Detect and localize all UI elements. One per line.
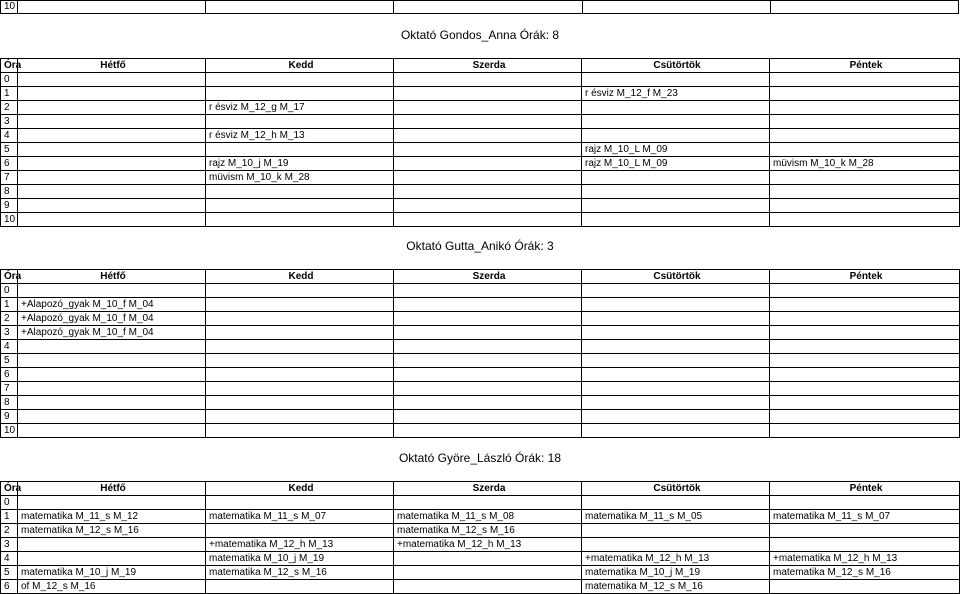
lesson-cell (394, 312, 582, 326)
lesson-cell (18, 284, 206, 298)
lesson-cell (206, 115, 394, 129)
lesson-cell (582, 326, 770, 340)
lesson-cell (206, 284, 394, 298)
hour-cell: 3 (1, 326, 18, 340)
lesson-cell (770, 143, 960, 157)
lesson-cell (394, 340, 582, 354)
hour-cell: 9 (1, 410, 18, 424)
hour-cell: 3 (1, 115, 18, 129)
lesson-cell (582, 171, 770, 185)
lesson-cell (394, 368, 582, 382)
lesson-cell (770, 326, 960, 340)
hour-cell: 1 (1, 87, 18, 101)
table-row (1, 424, 960, 438)
lesson-cell: matematika M_12_s M_16 (582, 580, 770, 594)
lesson-cell: matematika M_10_j M_19 (18, 566, 206, 580)
lesson-cell (18, 199, 206, 213)
lesson-cell (206, 410, 394, 424)
lesson-cell (394, 73, 582, 87)
lesson-cell (582, 538, 770, 552)
lesson-cell (770, 298, 960, 312)
lesson-cell: +Alapozó_gyak M_10_f M_04 (18, 326, 206, 340)
header-cell: Péntek (770, 270, 960, 284)
lesson-cell (770, 580, 960, 594)
header-cell: Szerda (394, 59, 582, 73)
lesson-cell (206, 382, 394, 396)
hour-cell: 0 (1, 496, 18, 510)
table-row (1, 185, 960, 199)
lesson-cell (394, 284, 582, 298)
lesson-cell (206, 326, 394, 340)
lesson-cell: müvism M_10_k M_28 (206, 171, 394, 185)
lesson-cell (394, 496, 582, 510)
table-row (1, 284, 960, 298)
hour-cell: 8 (1, 185, 18, 199)
lesson-cell (770, 524, 960, 538)
hour-cell: 10 (1, 213, 18, 227)
lesson-cell (582, 213, 770, 227)
hour-cell: 4 (1, 340, 18, 354)
lesson-cell (18, 129, 206, 143)
table-row (1, 410, 960, 424)
lesson-cell (770, 396, 960, 410)
hour-cell: 8 (1, 396, 18, 410)
lesson-cell: matematika M_11_s M_12 (18, 510, 206, 524)
hour-cell: 0 (1, 284, 18, 298)
lesson-cell (582, 382, 770, 396)
lesson-cell (770, 312, 960, 326)
lesson-cell (770, 213, 960, 227)
lesson-cell (18, 185, 206, 199)
lesson-cell: r ésviz M_12_f M_23 (582, 87, 770, 101)
header-cell: Kedd (206, 482, 394, 496)
schedule-table (0, 58, 960, 227)
table-row (1, 101, 960, 115)
header-cell: Csütörtök (582, 482, 770, 496)
lesson-cell (18, 552, 206, 566)
lesson-cell (18, 143, 206, 157)
table-row (1, 524, 960, 538)
lesson-cell (582, 199, 770, 213)
header-cell: Kedd (206, 270, 394, 284)
lesson-cell (770, 129, 960, 143)
header-cell: Szerda (394, 482, 582, 496)
header-row (1, 270, 960, 284)
lesson-cell: matematika M_10_j M_19 (582, 566, 770, 580)
lesson-cell (770, 284, 960, 298)
hour-cell: 9 (1, 199, 18, 213)
lesson-cell (582, 396, 770, 410)
table-row (1, 171, 960, 185)
lesson-cell (582, 101, 770, 115)
table-row (1, 538, 960, 552)
lesson-cell (206, 580, 394, 594)
header-cell: Csütörtök (582, 270, 770, 284)
lesson-cell (394, 157, 582, 171)
table-row (1, 566, 960, 580)
lesson-cell (206, 213, 394, 227)
lesson-cell (394, 87, 582, 101)
table-row (1, 129, 960, 143)
header-cell: Hétfő (18, 59, 206, 73)
lesson-cell (394, 101, 582, 115)
hour-cell: 7 (1, 382, 18, 396)
hour-cell: 1 (1, 298, 18, 312)
table-row (1, 143, 960, 157)
lesson-cell: müvism M_10_k M_28 (770, 157, 960, 171)
lesson-cell (582, 115, 770, 129)
header-cell: Péntek (770, 59, 960, 73)
lesson-cell (770, 538, 960, 552)
header-row (1, 482, 960, 496)
table-row (1, 298, 960, 312)
lesson-cell (206, 524, 394, 538)
lesson-cell (18, 410, 206, 424)
header-cell: Kedd (206, 59, 394, 73)
lesson-cell (770, 368, 960, 382)
lesson-cell (394, 298, 582, 312)
lesson-cell: matematika M_12_s M_16 (18, 524, 206, 538)
lesson-cell (18, 115, 206, 129)
lesson-cell (770, 199, 960, 213)
lesson-cell (770, 354, 960, 368)
table-row (1, 87, 960, 101)
lesson-cell (582, 298, 770, 312)
lesson-cell (582, 496, 770, 510)
lesson-cell (206, 312, 394, 326)
lesson-cell (206, 340, 394, 354)
lesson-cell (770, 73, 960, 87)
hour-cell: 7 (1, 171, 18, 185)
lesson-cell: r ésviz M_12_h M_13 (206, 129, 394, 143)
section-title: Oktató Gondos_Anna Órák: 8 (400, 28, 560, 42)
table-row (1, 312, 960, 326)
lesson-cell: matematika M_11_s M_08 (394, 510, 582, 524)
lesson-cell (770, 87, 960, 101)
header-row (1, 59, 960, 73)
lesson-cell (582, 368, 770, 382)
hour-cell: 3 (1, 538, 18, 552)
lesson-cell (18, 73, 206, 87)
lesson-cell (394, 566, 582, 580)
lesson-cell (394, 354, 582, 368)
lesson-cell (770, 340, 960, 354)
lesson-cell (18, 157, 206, 171)
lesson-cell (394, 171, 582, 185)
lesson-cell: +matematika M_12_h M_13 (394, 538, 582, 552)
lesson-cell (206, 143, 394, 157)
lesson-cell (394, 115, 582, 129)
hour-cell: 2 (1, 312, 18, 326)
table-row (1, 157, 960, 171)
header-cell: Hétfő (18, 482, 206, 496)
lesson-cell (394, 552, 582, 566)
lesson-cell (770, 185, 960, 199)
lesson-cell: matematika M_10_j M_19 (206, 552, 394, 566)
lesson-cell (206, 396, 394, 410)
lesson-cell: matematika M_11_s M_07 (770, 510, 960, 524)
lesson-cell (582, 354, 770, 368)
lesson-cell (582, 524, 770, 538)
table-row (1, 510, 960, 524)
lesson-cell (206, 298, 394, 312)
lesson-cell (18, 496, 206, 510)
header-cell: Péntek (770, 482, 960, 496)
lesson-cell (394, 143, 582, 157)
hour-cell: 1 (1, 510, 18, 524)
hour-cell: 0 (1, 73, 18, 87)
lesson-cell (770, 115, 960, 129)
lesson-cell: +Alapozó_gyak M_10_f M_04 (18, 312, 206, 326)
hour-cell: 6 (1, 157, 18, 171)
lesson-cell (582, 410, 770, 424)
lesson-cell: +Alapozó_gyak M_10_f M_04 (18, 298, 206, 312)
table-row (1, 552, 960, 566)
lesson-cell (582, 312, 770, 326)
lesson-cell (206, 354, 394, 368)
lesson-cell (206, 368, 394, 382)
hour-cell: 10 (1, 424, 18, 438)
table-row (1, 396, 960, 410)
header-cell: Óra (1, 270, 18, 284)
lesson-cell (394, 424, 582, 438)
section-title: Oktató Gutta_Anikó Órák: 3 (406, 239, 554, 253)
schedule-table (0, 269, 960, 438)
lesson-cell: matematika M_12_s M_16 (394, 524, 582, 538)
table-row (1, 368, 960, 382)
hour-cell: 6 (1, 368, 18, 382)
lesson-cell (770, 496, 960, 510)
lesson-cell (582, 284, 770, 298)
lesson-cell (18, 340, 206, 354)
lesson-cell: rajz M_10_L M_09 (582, 157, 770, 171)
lesson-cell (206, 496, 394, 510)
lesson-cell: matematika M_11_s M_07 (206, 510, 394, 524)
lesson-cell (770, 424, 960, 438)
lesson-cell: +matematika M_12_h M_13 (582, 552, 770, 566)
table-row (1, 354, 960, 368)
lesson-cell (18, 101, 206, 115)
lesson-cell (394, 580, 582, 594)
header-cell: Szerda (394, 270, 582, 284)
table-row (1, 326, 960, 340)
lesson-cell (394, 382, 582, 396)
hour-cell: 2 (1, 524, 18, 538)
lesson-cell (18, 382, 206, 396)
lesson-cell (770, 382, 960, 396)
top-row-table (0, 0, 959, 14)
lesson-cell (394, 129, 582, 143)
header-cell: Óra (1, 59, 18, 73)
header-cell: Csütörtök (582, 59, 770, 73)
lesson-cell (206, 199, 394, 213)
lesson-cell (770, 101, 960, 115)
lesson-cell (582, 424, 770, 438)
lesson-cell: matematika M_12_s M_16 (770, 566, 960, 580)
lesson-cell: +matematika M_12_h M_13 (770, 552, 960, 566)
table-row (1, 115, 960, 129)
lesson-cell (206, 87, 394, 101)
lesson-cell (394, 410, 582, 424)
lesson-cell (394, 199, 582, 213)
lesson-cell (206, 424, 394, 438)
lesson-cell (18, 424, 206, 438)
header-cell: Hétfő (18, 270, 206, 284)
lesson-cell (582, 73, 770, 87)
table-row (1, 496, 960, 510)
hour-cell: 4 (1, 129, 18, 143)
hour-cell: 4 (1, 552, 18, 566)
top-row-cell: 10 (1, 1, 18, 14)
schedule-table (0, 481, 960, 594)
table-row (1, 382, 960, 396)
hour-cell: 2 (1, 101, 18, 115)
lesson-cell (582, 185, 770, 199)
hour-cell: 6 (1, 580, 18, 594)
hour-cell: 5 (1, 143, 18, 157)
hour-cell: 5 (1, 566, 18, 580)
lesson-cell (770, 171, 960, 185)
lesson-cell (394, 213, 582, 227)
lesson-cell (18, 213, 206, 227)
lesson-cell: rajz M_10_j M_19 (206, 157, 394, 171)
lesson-cell (18, 87, 206, 101)
lesson-cell (394, 326, 582, 340)
table-row (1, 340, 960, 354)
section-title: Oktató Györe_László Órák: 18 (398, 451, 562, 465)
header-cell: Óra (1, 482, 18, 496)
lesson-cell (394, 396, 582, 410)
lesson-cell: rajz M_10_L M_09 (582, 143, 770, 157)
lesson-cell: matematika M_11_s M_05 (582, 510, 770, 524)
table-row (1, 580, 960, 594)
lesson-cell: matematika M_12_s M_16 (206, 566, 394, 580)
table-row (1, 73, 960, 87)
table-row (1, 213, 960, 227)
lesson-cell: of M_12_s M_16 (18, 580, 206, 594)
lesson-cell (206, 73, 394, 87)
hour-cell: 5 (1, 354, 18, 368)
table-row (1, 199, 960, 213)
lesson-cell: r ésviz M_12_g M_17 (206, 101, 394, 115)
lesson-cell (18, 354, 206, 368)
lesson-cell (394, 185, 582, 199)
lesson-cell (18, 396, 206, 410)
lesson-cell (18, 368, 206, 382)
lesson-cell (770, 410, 960, 424)
lesson-cell (582, 129, 770, 143)
lesson-cell (582, 340, 770, 354)
lesson-cell: +matematika M_12_h M_13 (206, 538, 394, 552)
lesson-cell (18, 538, 206, 552)
lesson-cell (206, 185, 394, 199)
lesson-cell (18, 171, 206, 185)
